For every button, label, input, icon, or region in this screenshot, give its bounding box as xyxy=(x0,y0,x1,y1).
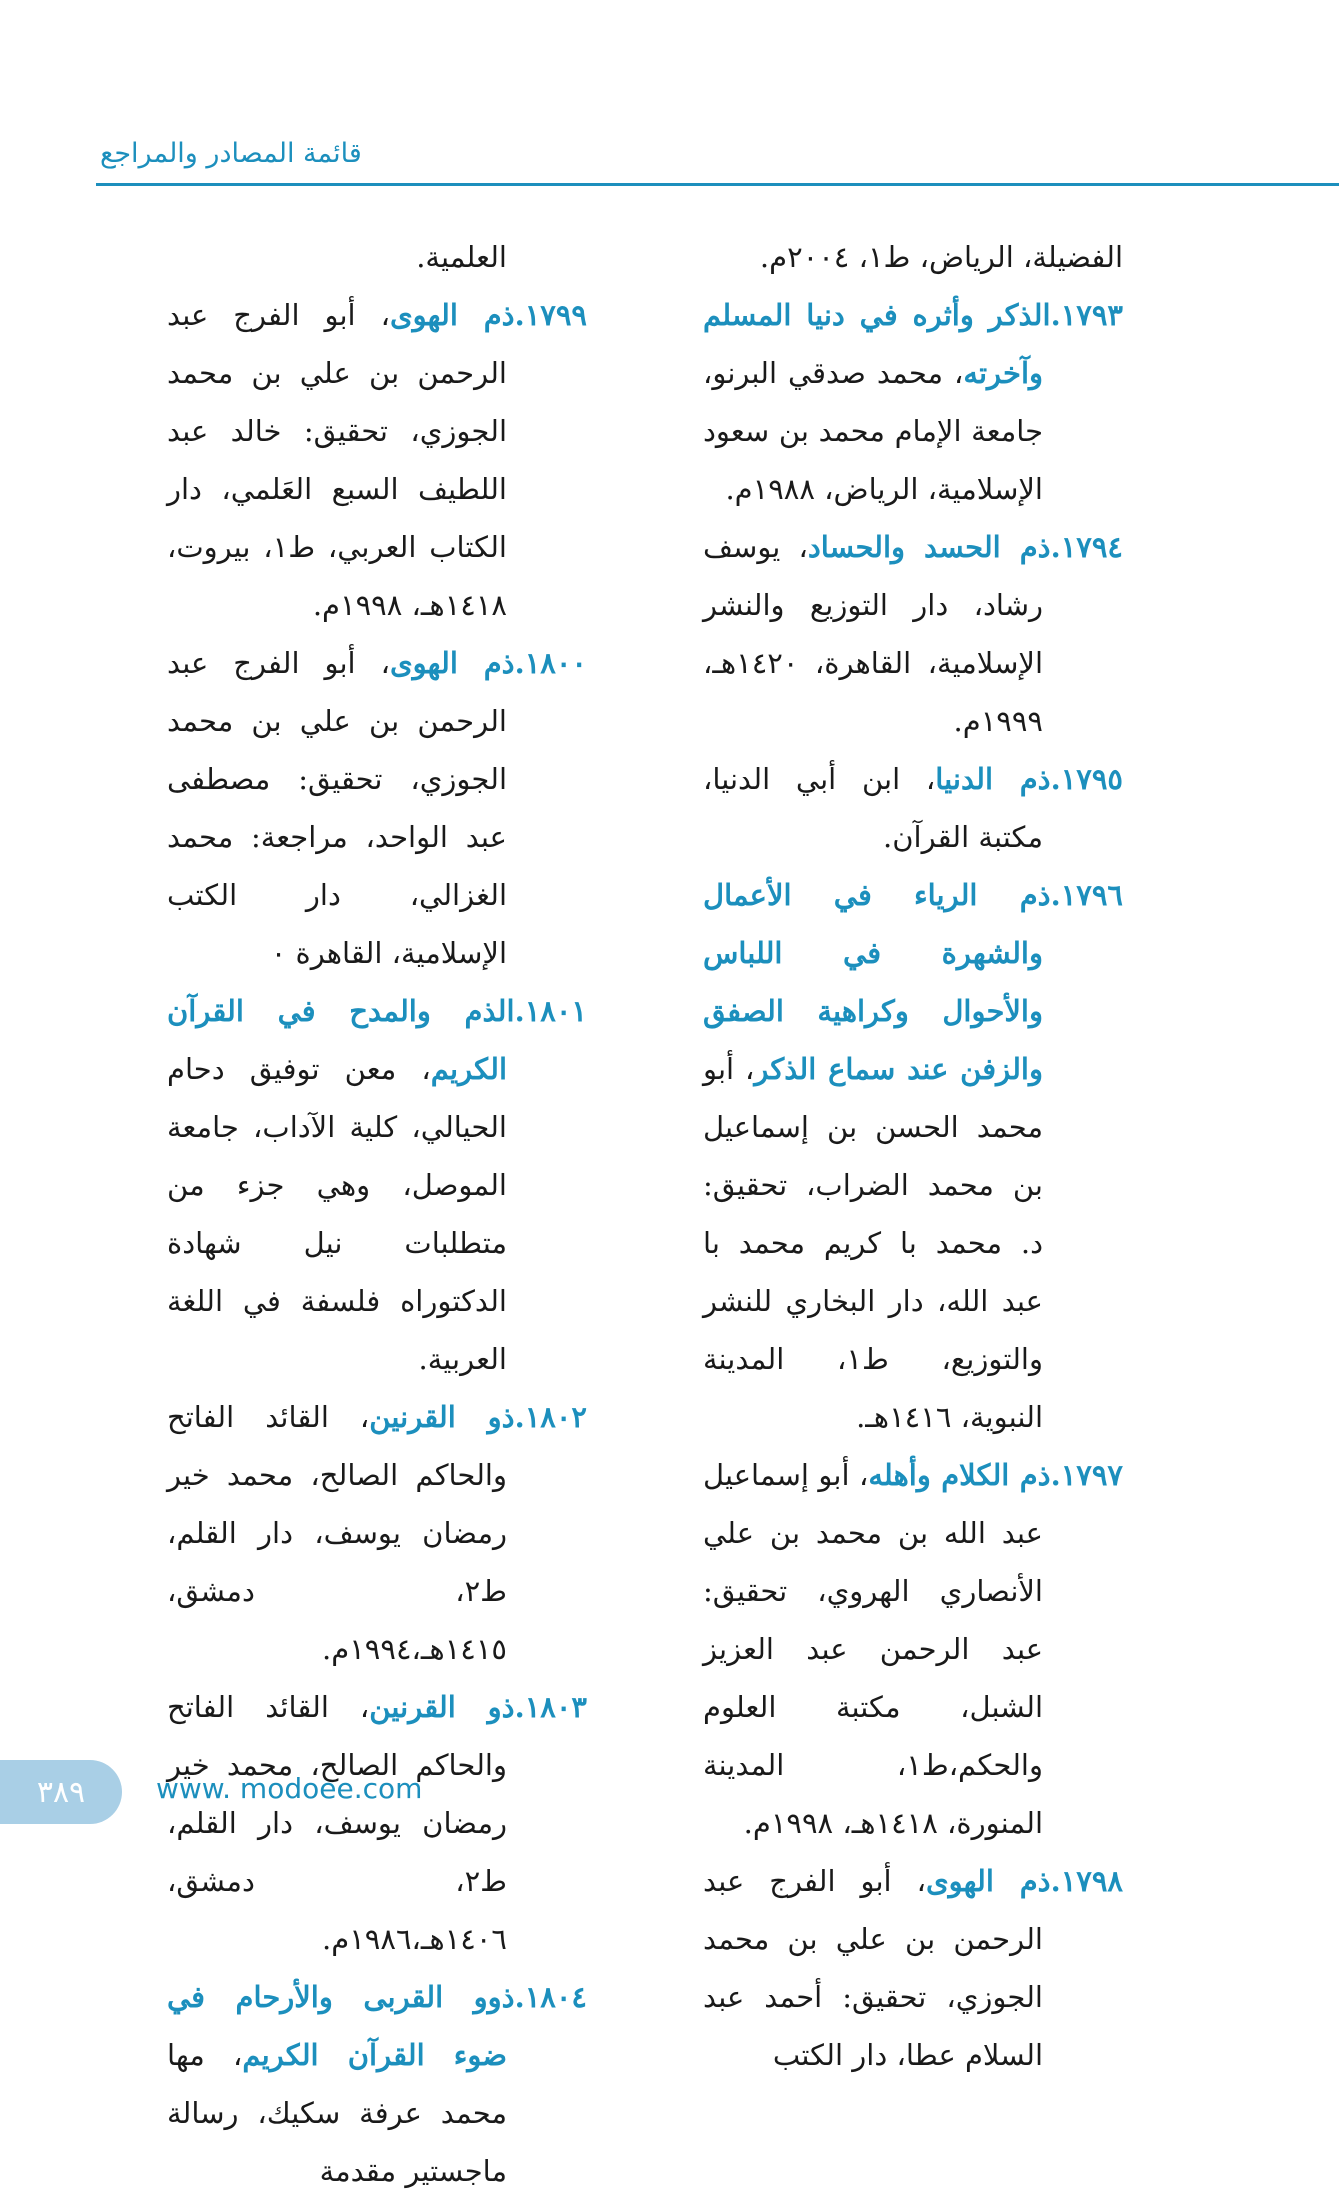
entry-title: ذم الهوى xyxy=(389,298,515,332)
bibliography-entry: ١٧٩٩.ذم الهوى، أبو الفرج عبد الرحمن بن علي بن محمد الجوزي، تحقيق: خالد عبد اللطيف السبع العَلمي، دار الكتاب العربي، ط١، بيروت، ١٤١٨هـ، ١٩٩٨م. xyxy=(167,298,588,622)
page-number: ٣٨٩ xyxy=(36,1774,86,1810)
continuation-text: الفضيلة، الرياض، ط١، ٢٠٠٤م. xyxy=(759,240,1123,274)
entry-title: ذم الهوى xyxy=(389,646,515,680)
header-rule xyxy=(96,183,1339,186)
entry-title: الذكر وأثره في دنيا المسلم وآخرته xyxy=(703,298,1051,390)
entry-title: ذو القرنين xyxy=(369,1690,515,1724)
entry-number: ١٧٩٩ xyxy=(524,298,588,332)
bibliography-column-left xyxy=(167,228,587,2200)
entry-number: ١٧٩٥ xyxy=(1060,762,1123,796)
entry-details: ، أبو الفرج عبد الرحمن بن علي بن محمد الجوزي، تحقيق: مصطفى عبد الواحد، مراجعة: محمد الغزالي، دار الكتب الإسلامية، القاهرة ٠ xyxy=(167,646,507,970)
bibliography-entry: ١٨٠٠.ذم الهوى، أبو الفرج عبد الرحمن بن علي بن محمد الجوزي، تحقيق: مصطفى عبد الواحد، مراجعة: محمد الغزالي، دار الكتب الإسلامية، القاهرة ٠ xyxy=(167,646,588,970)
entry-number: ١٨٠٤ xyxy=(524,1980,587,2014)
bibliography-entry: ١٧٩٨.ذم الهوى، أبو الفرج عبد الرحمن بن علي بن محمد الجوزي، تحقيق: أحمد عبد السلام عطا، دار الكتب xyxy=(703,1864,1124,2072)
entry-number: ١٧٩٤ xyxy=(1060,530,1123,564)
bibliography-entry: ١٨٠٢.ذو القرنين، القائد الفاتح والحاكم الصالح، محمد خير رمضان يوسف، دار القلم، ط٢، دمشق، ١٤١٥هـ،١٩٩٤م. xyxy=(167,1400,587,1666)
bibliography-entry: ١٨٠١.الذم والمدح في القرآن الكريم، معن توفيق دحام الحيالي، كلية الآداب، جامعة الموصل، وهي جزء من متطلبات نيل شهادة الدكتوراه فلسفة في اللغة العربية. xyxy=(167,994,587,1376)
footer-website-link[interactable]: www. modoee.com xyxy=(156,1772,423,1805)
entry-number: ١٧٩٣ xyxy=(1060,298,1123,332)
entry-details: ، أبو محمد الحسن بن إسماعيل بن محمد الضراب، تحقيق: د. محمد با كريم محمد با عبد الله، دار البخاري للنشر والتوزيع، ط١، المدينة النبوية، ١٤١٦هـ. xyxy=(703,1052,1043,1434)
entry-details: ، يوسف رشاد، دار التوزيع والنشر الإسلامية، القاهرة، ١٤٢٠هـ، ١٩٩٩م. xyxy=(703,530,1043,738)
page-number-tab xyxy=(0,1760,122,1824)
entry-title: الذم والمدح في القرآن الكريم xyxy=(167,994,515,1086)
bibliography-entry: ١٧٩٣.الذكر وأثره في دنيا المسلم وآخرته، محمد صدقي البرنو، جامعة الإمام محمد بن سعود الإسلامية، الرياض، ١٩٨٨م. xyxy=(703,298,1123,506)
entry-title: ذم الهوى xyxy=(925,1864,1051,1898)
entry-number: ١٨٠٢ xyxy=(524,1400,587,1434)
bibliography-column-right xyxy=(703,228,1123,2084)
entry-number: ١٧٩٦ xyxy=(1060,878,1123,912)
entry-number: ١٨٠٣ xyxy=(524,1690,587,1724)
entry-details: ، ابن أبي الدنيا، مكتبة القرآن. xyxy=(703,762,1043,854)
entry-details: ، أبو الفرج عبد الرحمن بن علي بن محمد الجوزي، تحقيق: خالد عبد اللطيف السبع العَلمي، دار الكتاب العربي، ط١، بيروت، ١٤١٨هـ، ١٩٩٨م. xyxy=(167,298,507,622)
entry-number: ١٨٠١ xyxy=(524,994,587,1028)
entry-number: ١٧٩٨ xyxy=(1060,1864,1124,1898)
entry-title: ذوو القربى والأرحام في ضوء القرآن الكريم xyxy=(167,1980,515,2072)
entry-details: ، محمد صدقي البرنو، جامعة الإمام محمد بن سعود الإسلامية، الرياض، ١٩٨٨م. xyxy=(703,356,1043,506)
bibliography-entry: ١٧٩٤.ذم الحسد والحساد، يوسف رشاد، دار التوزيع والنشر الإسلامية، القاهرة، ١٤٢٠هـ، ١٩٩٩م. xyxy=(703,530,1123,738)
continuation-text: العلمية. xyxy=(416,240,507,274)
entry-title: ذم الرياء في الأعمال والشهرة في اللباس والأحوال وكراهية الصفق والزفن عند سماع الذكر xyxy=(703,878,1051,1086)
bibliography-entry: ١٧٩٦.ذم الرياء في الأعمال والشهرة في اللباس والأحوال وكراهية الصفق والزفن عند سماع الذكر، أبو محمد الحسن بن إسماعيل بن محمد الضراب، تحقيق: د. محمد با كريم محمد با عبد الله، دار البخاري للنشر والتوزيع، ط١، المدينة النبوية، ١٤١٦هـ. xyxy=(703,878,1123,1434)
entry-number: ١٨٠٠ xyxy=(524,646,588,680)
entry-title: ذم الحسد والحساد xyxy=(807,530,1051,564)
entry-details: ، معن توفيق دحام الحيالي، كلية الآداب، جامعة الموصل، وهي جزء من متطلبات نيل شهادة الدكتوراه فلسفة في اللغة العربية. xyxy=(167,1052,507,1376)
bibliography-entry: ١٧٩٧.ذم الكلام وأهله، أبو إسماعيل عبد الله بن محمد بن علي الأنصاري الهروي، تحقيق: عبد الرحمن عبد العزيز الشبل، مكتبة العلوم والحكم،ط١، المدينة المنورة، ١٤١٨هـ، ١٩٩٨م. xyxy=(703,1458,1123,1840)
entry-details: ، أبو الفرج عبد الرحمن بن علي بن محمد الجوزي، تحقيق: أحمد عبد السلام عطا، دار الكتب xyxy=(703,1864,1043,2072)
entry-title: ذو القرنين xyxy=(369,1400,515,1434)
bibliography-entry: ١٨٠٤.ذوو القربى والأرحام في ضوء القرآن الكريم، مها محمد عرفة سكيك، رسالة ماجستير مقدمة xyxy=(167,1980,587,2188)
entry-details: ، القائد الفاتح والحاكم الصالح، محمد خير رمضان يوسف، دار القلم، ط٢، دمشق، ١٤٠٦هـ،١٩٨٦م. xyxy=(167,1690,507,1956)
entry-number: ١٧٩٧ xyxy=(1060,1458,1123,1492)
entry-title: ذم الكلام وأهله xyxy=(868,1458,1051,1492)
entry-details: ، القائد الفاتح والحاكم الصالح، محمد خير رمضان يوسف، دار القلم، ط٢، دمشق، ١٤١٥هـ،١٩٩٤م. xyxy=(167,1400,507,1666)
bibliography-entry: ١٧٩٥.ذم الدنيا، ابن أبي الدنيا، مكتبة القرآن. xyxy=(703,762,1123,854)
entry-details: ، مها محمد عرفة سكيك، رسالة ماجستير مقدمة xyxy=(167,2038,507,2188)
entry-details: ، أبو إسماعيل عبد الله بن محمد بن علي الأنصاري الهروي، تحقيق: عبد الرحمن عبد العزيز الشبل، مكتبة العلوم والحكم،ط١، المدينة المنورة، ١٤١٨هـ، ١٩٩٨م. xyxy=(703,1458,1043,1840)
running-header-title: قائمة المصادر والمراجع xyxy=(100,138,362,169)
entry-title: ذم الدنيا xyxy=(935,762,1051,796)
bibliography-entry: ١٨٠٣.ذو القرنين، القائد الفاتح والحاكم الصالح، محمد خير رمضان يوسف، دار القلم، ط٢، دمشق، ١٤٠٦هـ،١٩٨٦م. xyxy=(167,1690,587,1956)
